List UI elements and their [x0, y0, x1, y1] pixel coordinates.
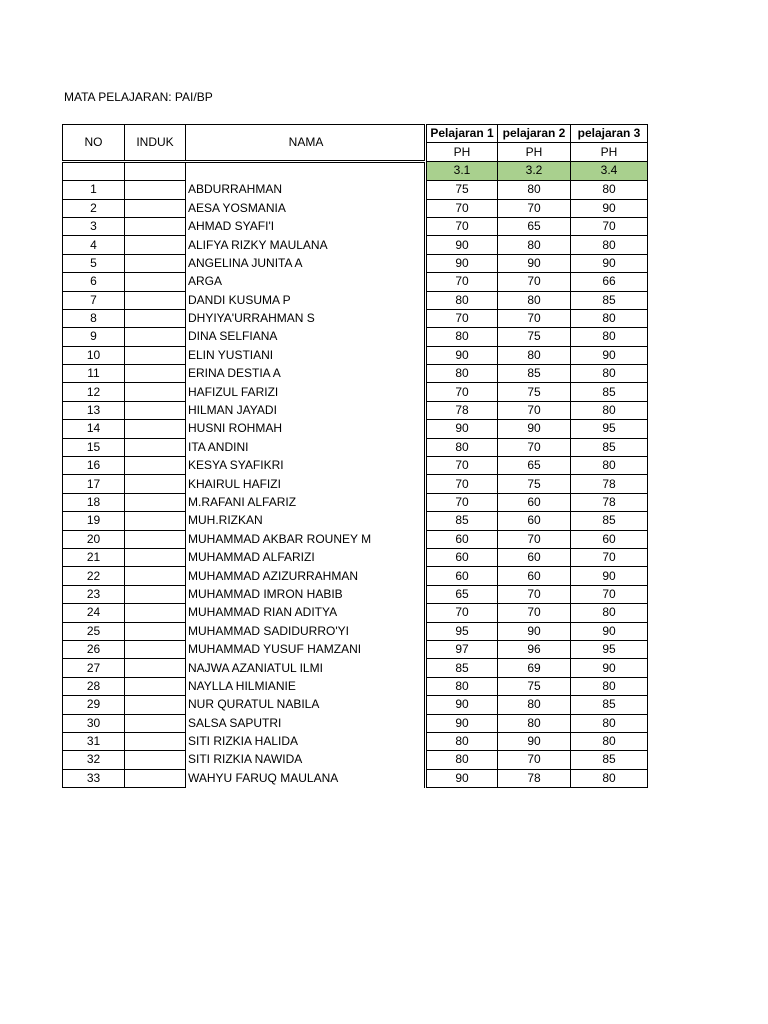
cell-score-3: 95: [571, 420, 648, 438]
cell-score-1: 80: [427, 328, 498, 346]
cell-no: 27: [63, 659, 125, 677]
cell-score-1: 78: [427, 401, 498, 419]
cell-score-2: 60: [498, 493, 571, 511]
table-row: [63, 420, 648, 438]
table-row: [63, 365, 648, 383]
cell-score-2: 80: [498, 346, 571, 364]
cell-nama: MUHAMMAD ALFARIZI: [186, 548, 425, 566]
cell-score-3: 90: [571, 254, 648, 272]
cell-score-3: 80: [571, 181, 648, 199]
cell-score-1: 85: [427, 512, 498, 530]
table-row: [63, 438, 648, 456]
cell-no: 33: [63, 769, 125, 787]
cell-score-3: 80: [571, 604, 648, 622]
table-row: [63, 714, 648, 732]
cell-induk: [125, 548, 186, 566]
cell-no: 30: [63, 714, 125, 732]
cell-no: 15: [63, 438, 125, 456]
cell-nama: ITA ANDINI: [186, 438, 425, 456]
competency-blank-no: [63, 161, 125, 180]
cell-induk: [125, 217, 186, 235]
cell-induk: [125, 751, 186, 769]
cell-no: 17: [63, 475, 125, 493]
cell-score-3: 80: [571, 401, 648, 419]
header-no: NO: [63, 125, 125, 162]
cell-score-2: 90: [498, 254, 571, 272]
cell-nama: MUHAMMAD AKBAR ROUNEY M: [186, 530, 425, 548]
cell-no: 23: [63, 585, 125, 603]
competency-blank-nama: [186, 161, 425, 180]
cell-induk: [125, 732, 186, 750]
cell-score-1: 70: [427, 475, 498, 493]
cell-no: 25: [63, 622, 125, 640]
cell-score-3: 80: [571, 714, 648, 732]
cell-nama: NAJWA AZANIATUL ILMI: [186, 659, 425, 677]
cell-score-2: 60: [498, 512, 571, 530]
table-row: [63, 401, 648, 419]
cell-nama: MUH.RIZKAN: [186, 512, 425, 530]
table-row: [63, 604, 648, 622]
cell-induk: [125, 622, 186, 640]
cell-nama: HILMAN JAYADI: [186, 401, 425, 419]
cell-score-3: 70: [571, 548, 648, 566]
cell-score-2: 60: [498, 567, 571, 585]
cell-no: 11: [63, 365, 125, 383]
cell-no: 4: [63, 236, 125, 254]
cell-induk: [125, 420, 186, 438]
grade-table: [62, 124, 648, 788]
cell-induk: [125, 346, 186, 364]
cell-score-2: 90: [498, 732, 571, 750]
header-assessment-2: PH: [498, 143, 571, 161]
competency-code-3: 3.4: [571, 161, 648, 180]
cell-score-2: 75: [498, 328, 571, 346]
cell-score-2: 80: [498, 181, 571, 199]
table-row: [63, 512, 648, 530]
cell-induk: [125, 181, 186, 199]
cell-induk: [125, 328, 186, 346]
cell-no: 14: [63, 420, 125, 438]
cell-induk: [125, 273, 186, 291]
cell-induk: [125, 438, 186, 456]
cell-score-2: 65: [498, 217, 571, 235]
cell-score-2: 78: [498, 769, 571, 787]
cell-score-3: 66: [571, 273, 648, 291]
cell-no: 5: [63, 254, 125, 272]
cell-no: 9: [63, 328, 125, 346]
table-row: [63, 751, 648, 769]
cell-score-3: 95: [571, 640, 648, 658]
table-row: [63, 696, 648, 714]
cell-no: 13: [63, 401, 125, 419]
cell-score-3: 80: [571, 677, 648, 695]
header-nama: NAMA: [186, 125, 425, 162]
cell-induk: [125, 530, 186, 548]
table-row: [63, 181, 648, 199]
table-row: [63, 493, 648, 511]
cell-score-1: 70: [427, 199, 498, 217]
cell-score-2: 80: [498, 291, 571, 309]
cell-score-3: 85: [571, 383, 648, 401]
cell-nama: ABDURRAHMAN: [186, 181, 425, 199]
cell-no: 3: [63, 217, 125, 235]
cell-score-2: 70: [498, 401, 571, 419]
cell-nama: MUHAMMAD YUSUF HAMZANI: [186, 640, 425, 658]
cell-nama: ELIN YUSTIANI: [186, 346, 425, 364]
competency-code-2: 3.2: [498, 161, 571, 180]
cell-nama: MUHAMMAD SADIDURRO'YI: [186, 622, 425, 640]
header-assessment-1: PH: [427, 143, 498, 161]
cell-score-3: 85: [571, 512, 648, 530]
cell-induk: [125, 199, 186, 217]
cell-no: 2: [63, 199, 125, 217]
cell-score-2: 75: [498, 475, 571, 493]
cell-nama: KESYA SYAFIKRI: [186, 457, 425, 475]
cell-no: 22: [63, 567, 125, 585]
cell-no: 6: [63, 273, 125, 291]
cell-induk: [125, 567, 186, 585]
cell-score-2: 80: [498, 236, 571, 254]
cell-score-2: 75: [498, 677, 571, 695]
cell-score-2: 70: [498, 309, 571, 327]
cell-induk: [125, 677, 186, 695]
cell-score-3: 90: [571, 199, 648, 217]
cell-no: 26: [63, 640, 125, 658]
cell-nama: ALIFYA RIZKY MAULANA: [186, 236, 425, 254]
cell-score-3: 78: [571, 475, 648, 493]
header-subject-2: pelajaran 2: [498, 125, 571, 143]
cell-score-1: 90: [427, 254, 498, 272]
cell-nama: AESA YOSMANIA: [186, 199, 425, 217]
cell-score-2: 96: [498, 640, 571, 658]
cell-score-1: 80: [427, 751, 498, 769]
cell-no: 1: [63, 181, 125, 199]
header-induk: INDUK: [125, 125, 186, 162]
cell-no: 21: [63, 548, 125, 566]
cell-score-3: 85: [571, 751, 648, 769]
table-row: [63, 659, 648, 677]
cell-induk: [125, 640, 186, 658]
cell-no: 7: [63, 291, 125, 309]
cell-nama: NAYLLA HILMIANIE: [186, 677, 425, 695]
cell-no: 24: [63, 604, 125, 622]
table-row: [63, 217, 648, 235]
header-subject-3: pelajaran 3: [571, 125, 648, 143]
cell-score-3: 90: [571, 622, 648, 640]
cell-score-1: 90: [427, 346, 498, 364]
cell-induk: [125, 714, 186, 732]
table-row: [63, 677, 648, 695]
cell-induk: [125, 696, 186, 714]
cell-no: 12: [63, 383, 125, 401]
cell-nama: HAFIZUL FARIZI: [186, 383, 425, 401]
table-row: [63, 530, 648, 548]
cell-nama: MUHAMMAD IMRON HABIB: [186, 585, 425, 603]
cell-score-1: 60: [427, 548, 498, 566]
cell-score-1: 75: [427, 181, 498, 199]
cell-nama: M.RAFANI ALFARIZ: [186, 493, 425, 511]
cell-no: 20: [63, 530, 125, 548]
table-row: [63, 346, 648, 364]
table-row: [63, 567, 648, 585]
cell-score-3: 80: [571, 732, 648, 750]
cell-score-3: 85: [571, 696, 648, 714]
cell-score-3: 85: [571, 438, 648, 456]
cell-nama: ARGA: [186, 273, 425, 291]
cell-score-1: 70: [427, 273, 498, 291]
table-row: [63, 548, 648, 566]
cell-nama: MUHAMMAD AZIZURRAHMAN: [186, 567, 425, 585]
cell-induk: [125, 769, 186, 787]
cell-score-1: 70: [427, 217, 498, 235]
table-row: [63, 622, 648, 640]
cell-nama: MUHAMMAD RIAN ADITYA: [186, 604, 425, 622]
page-title: MATA PELAJARAN: PAI/BP: [64, 90, 213, 104]
table-row: [63, 309, 648, 327]
cell-score-1: 80: [427, 677, 498, 695]
cell-no: 18: [63, 493, 125, 511]
header-row-subjects: [63, 125, 648, 143]
header-assessment-3: PH: [571, 143, 648, 161]
cell-induk: [125, 659, 186, 677]
cell-score-2: 65: [498, 457, 571, 475]
cell-nama: ERINA DESTIA A: [186, 365, 425, 383]
competency-code-1: 3.1: [427, 161, 498, 180]
cell-score-3: 90: [571, 567, 648, 585]
cell-score-1: 90: [427, 420, 498, 438]
cell-score-3: 85: [571, 291, 648, 309]
table-row: [63, 291, 648, 309]
table-row: [63, 475, 648, 493]
table-row: [63, 457, 648, 475]
table-row: [63, 236, 648, 254]
cell-score-1: 95: [427, 622, 498, 640]
table-row: [63, 732, 648, 750]
cell-score-1: 90: [427, 236, 498, 254]
cell-score-3: 80: [571, 769, 648, 787]
table-row: [63, 769, 648, 787]
cell-score-2: 60: [498, 548, 571, 566]
cell-score-1: 60: [427, 567, 498, 585]
cell-score-1: 70: [427, 309, 498, 327]
cell-score-1: 65: [427, 585, 498, 603]
cell-no: 32: [63, 751, 125, 769]
cell-nama: ANGELINA JUNITA A: [186, 254, 425, 272]
cell-score-3: 78: [571, 493, 648, 511]
cell-score-3: 60: [571, 530, 648, 548]
cell-induk: [125, 236, 186, 254]
cell-score-1: 97: [427, 640, 498, 658]
cell-no: 19: [63, 512, 125, 530]
cell-score-1: 80: [427, 365, 498, 383]
cell-nama: SITI RIZKIA NAWIDA: [186, 751, 425, 769]
cell-score-3: 70: [571, 217, 648, 235]
cell-nama: DANDI KUSUMA P: [186, 291, 425, 309]
table-row: [63, 273, 648, 291]
cell-induk: [125, 475, 186, 493]
cell-nama: WAHYU FARUQ MAULANA: [186, 769, 425, 787]
cell-score-2: 80: [498, 696, 571, 714]
cell-nama: DHYIYA'URRAHMAN S: [186, 309, 425, 327]
cell-score-1: 85: [427, 659, 498, 677]
cell-score-3: 80: [571, 457, 648, 475]
competency-blank-induk: [125, 161, 186, 180]
cell-nama: KHAIRUL HAFIZI: [186, 475, 425, 493]
cell-score-2: 70: [498, 604, 571, 622]
cell-score-1: 70: [427, 493, 498, 511]
table-row: [63, 383, 648, 401]
table-row: [63, 199, 648, 217]
cell-score-2: 75: [498, 383, 571, 401]
cell-score-3: 70: [571, 585, 648, 603]
cell-no: 8: [63, 309, 125, 327]
cell-score-3: 80: [571, 328, 648, 346]
cell-score-3: 80: [571, 236, 648, 254]
cell-score-1: 70: [427, 457, 498, 475]
cell-nama: SITI RIZKIA HALIDA: [186, 732, 425, 750]
cell-score-2: 80: [498, 714, 571, 732]
cell-no: 29: [63, 696, 125, 714]
cell-score-3: 90: [571, 346, 648, 364]
cell-score-3: 80: [571, 309, 648, 327]
cell-score-2: 70: [498, 585, 571, 603]
cell-score-2: 70: [498, 751, 571, 769]
cell-score-1: 90: [427, 769, 498, 787]
table-row: [63, 585, 648, 603]
cell-score-2: 85: [498, 365, 571, 383]
cell-induk: [125, 585, 186, 603]
cell-induk: [125, 383, 186, 401]
header-subject-1: Pelajaran 1: [427, 125, 498, 143]
cell-nama: SALSA SAPUTRI: [186, 714, 425, 732]
cell-no: 16: [63, 457, 125, 475]
cell-score-1: 60: [427, 530, 498, 548]
cell-score-2: 70: [498, 199, 571, 217]
cell-nama: HUSNI ROHMAH: [186, 420, 425, 438]
cell-no: 10: [63, 346, 125, 364]
cell-induk: [125, 365, 186, 383]
cell-score-2: 90: [498, 622, 571, 640]
cell-score-1: 80: [427, 732, 498, 750]
cell-score-1: 70: [427, 604, 498, 622]
cell-score-2: 69: [498, 659, 571, 677]
cell-score-1: 80: [427, 438, 498, 456]
cell-score-2: 70: [498, 530, 571, 548]
table-row: [63, 640, 648, 658]
cell-score-3: 80: [571, 365, 648, 383]
cell-induk: [125, 309, 186, 327]
table-row: [63, 254, 648, 272]
cell-no: 31: [63, 732, 125, 750]
cell-nama: DINA SELFIANA: [186, 328, 425, 346]
cell-no: 28: [63, 677, 125, 695]
cell-score-2: 70: [498, 273, 571, 291]
cell-induk: [125, 457, 186, 475]
cell-score-2: 70: [498, 438, 571, 456]
cell-score-1: 90: [427, 714, 498, 732]
cell-score-1: 70: [427, 383, 498, 401]
cell-induk: [125, 254, 186, 272]
grade-rows: [63, 181, 648, 788]
header-row-competency: [63, 161, 648, 180]
table-row: [63, 328, 648, 346]
cell-nama: NUR QURATUL NABILA: [186, 696, 425, 714]
cell-score-2: 90: [498, 420, 571, 438]
cell-induk: [125, 493, 186, 511]
cell-induk: [125, 401, 186, 419]
cell-score-3: 90: [571, 659, 648, 677]
cell-nama: AHMAD SYAFI'I: [186, 217, 425, 235]
cell-score-1: 80: [427, 291, 498, 309]
cell-induk: [125, 604, 186, 622]
cell-induk: [125, 291, 186, 309]
cell-score-1: 90: [427, 696, 498, 714]
cell-induk: [125, 512, 186, 530]
